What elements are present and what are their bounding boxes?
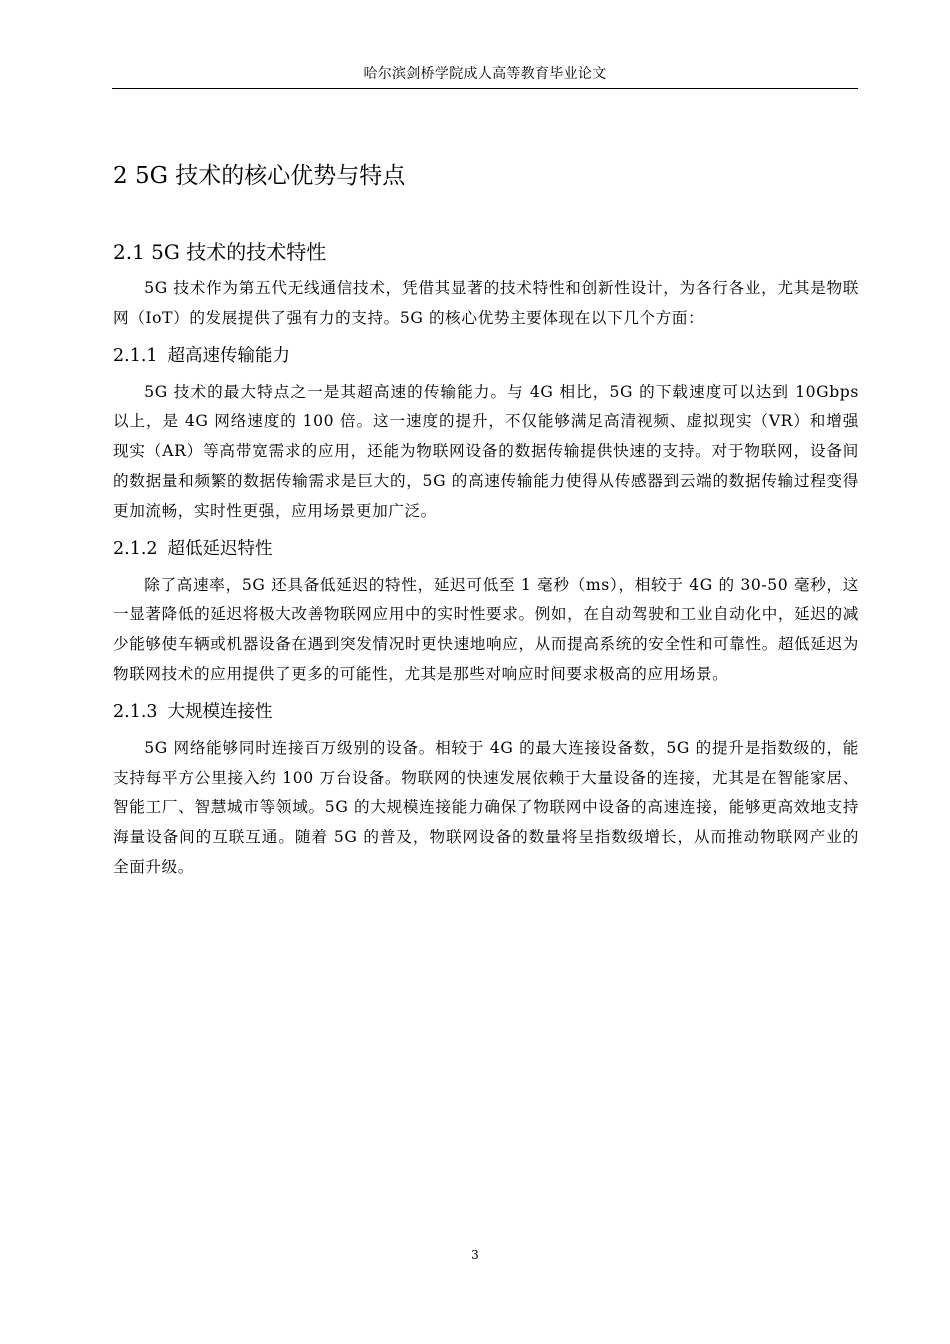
page-number: 3: [471, 1248, 479, 1262]
subsection-heading-2-1-1: [113, 334, 859, 378]
section-title: 2.1 5G 技术的技术特性: [113, 240, 327, 264]
header-rule: [112, 88, 858, 89]
subsection-number: 2.1.2: [113, 538, 158, 559]
page-content: [113, 150, 859, 883]
subsection-title: 大规模连接性: [167, 701, 273, 722]
subsection-title: 超低延迟特性: [167, 538, 273, 559]
chapter-title: 2 5G 技术的核心优势与特点: [113, 163, 406, 189]
subsection-body-paragraph: 5G 技术的最大特点之一是其超高速的传输能力。与 4G 相比，5G 的下载速度可以达到 10Gbps 以上，是 4G 网络速度的 100 倍。这一速度的提升，不仅能够满足高清视频、虚拟现实（VR）和增强现实（AR）等高带宽需求的应用，还能为物联网设备的数据传输提供快速的支持。对于物联网，设备间的数据量和频繁的数据传输需求是巨大的，5G 的高速传输能力使得从传感器到云端的数据传输过程变得更加流畅，实时性更强，应用场景更加广泛。: [113, 382, 859, 520]
subsection-body-paragraph: 5G 网络能够同时连接百万级别的设备。相较于 4G 的最大连接设备数，5G 的提升是指数级的，能支持每平方公里接入约 100 万台设备。物联网的快速发展依赖于大量设备的连接，尤其是在智能家居、智能工厂、智慧城市等领域。5G 的大规模连接能力确保了物联网中设备的高速连接，能够更高效地支持海量设备间的互联互通。随着 5G 的普及，物联网设备的数量将呈指数级增长，从而推动物联网产业的全面升级。: [113, 738, 859, 876]
subsection-number: 2.1.1: [113, 345, 158, 366]
subsection-title: 超高速传输能力: [167, 345, 291, 366]
section-intro-paragraph: 5G 技术作为第五代无线通信技术，凭借其显著的技术特性和创新性设计，为各行各业，尤其是物联网（IoT）的发展提供了强有力的支持。5G 的核心优势主要体现在以下几个方面：: [113, 279, 859, 327]
subsection-heading-2-1-2: [113, 527, 859, 571]
running-header: 哈尔滨剑桥学院成人高等教育毕业论文: [363, 66, 607, 82]
subsection-number: 2.1.3: [113, 701, 158, 722]
subsection-body-paragraph: 除了高速率，5G 还具备低延迟的特性，延迟可低至 1 毫秒（ms），相较于 4G 的 30-50 毫秒，这一显著降低的延迟将极大改善物联网应用中的实时性要求。例如，在自动驾驶和工业自动化中，延迟的减少能够使车辆或机器设备在遇到突发情况时更快速地响应，从而提高系统的安全性和可靠性。超低延迟为物联网技术的应用提供了更多的可能性，尤其是那些对响应时间要求极高的应用场景。: [113, 575, 859, 683]
subsection-heading-2-1-3: [113, 690, 859, 734]
